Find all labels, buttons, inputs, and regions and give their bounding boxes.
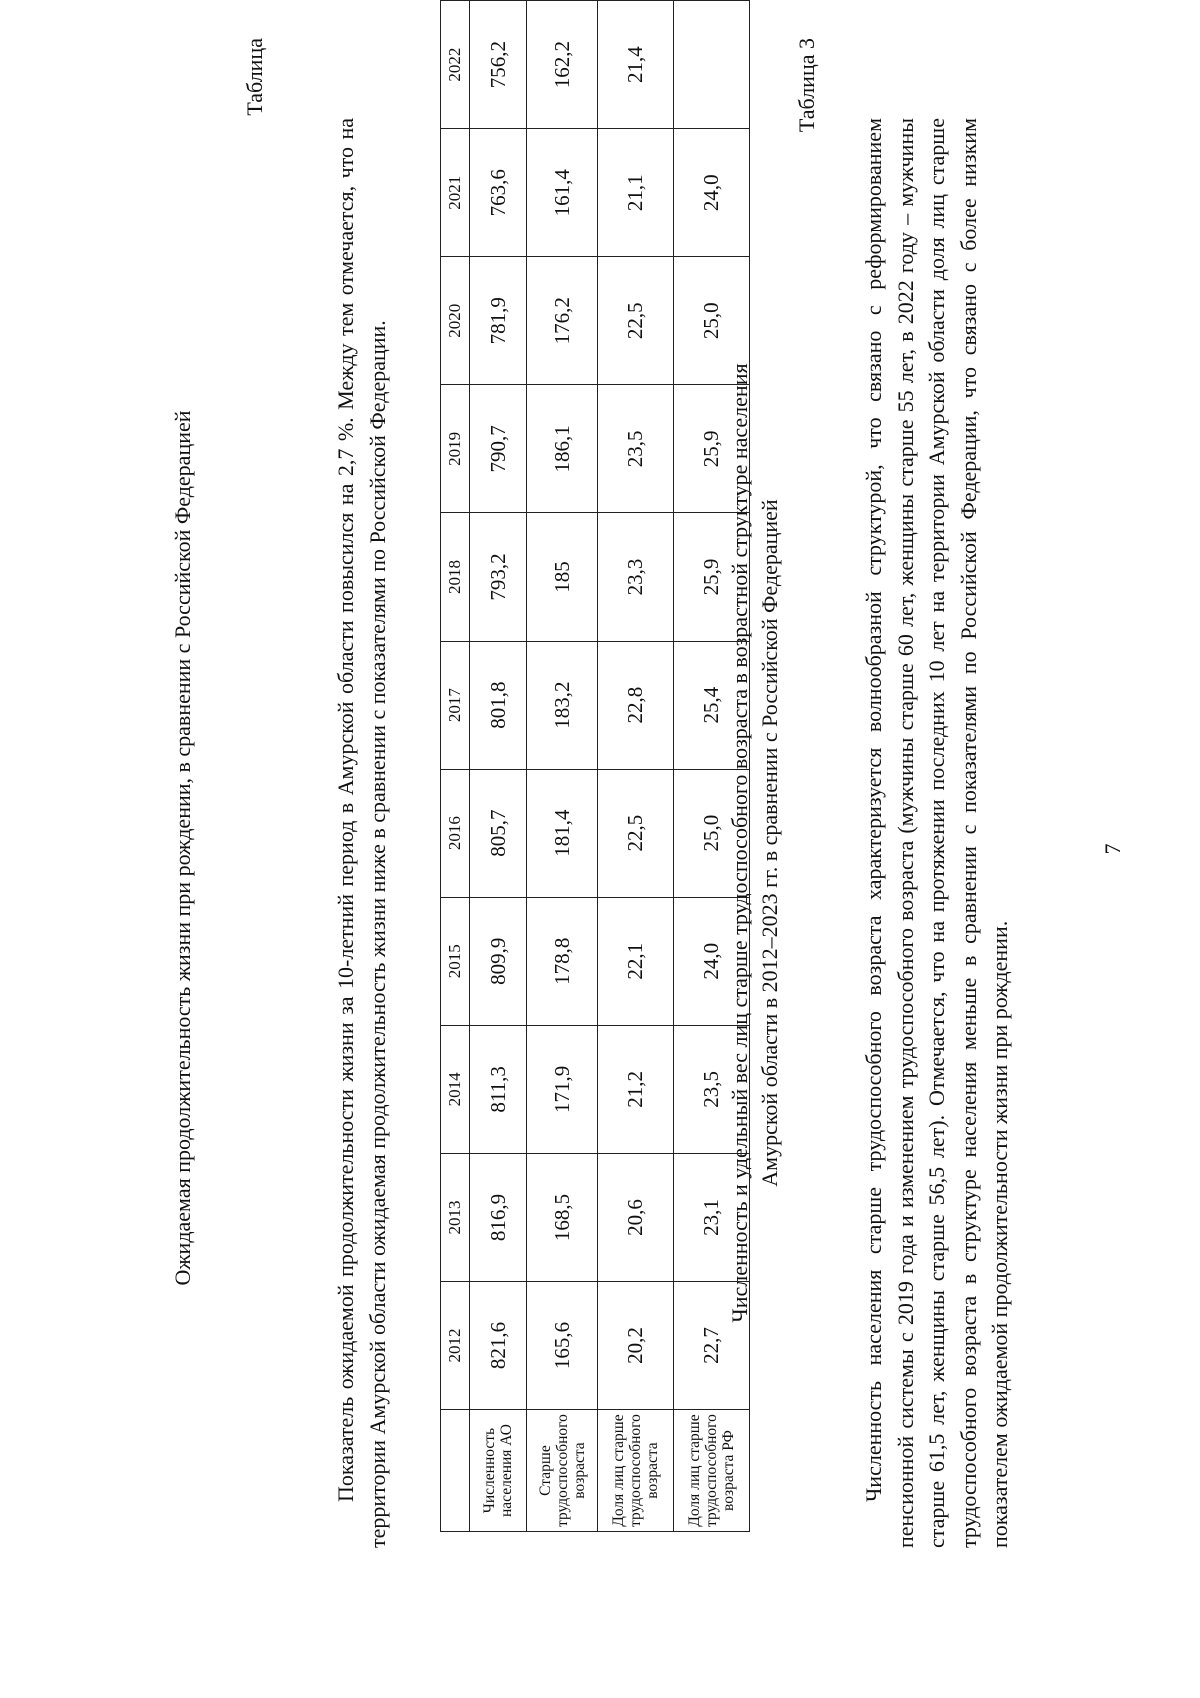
table-cell: 176,2 (527, 257, 598, 385)
table-cell: 22,8 (598, 641, 674, 769)
year-header: 2014 (441, 1025, 470, 1153)
table-cell: 809,9 (470, 897, 527, 1025)
table-cell: 793,2 (470, 513, 527, 641)
table-cell: 25,0 (674, 769, 750, 897)
table-row (527, 1, 598, 1532)
table-cell: 25,9 (674, 385, 750, 513)
table-cell: 168,5 (527, 1153, 598, 1281)
year-header: 2015 (441, 897, 470, 1025)
table-cell: 756,2 (470, 1, 527, 129)
table3-corner-cell (441, 1410, 470, 1532)
table-cell: 22,5 (598, 257, 674, 385)
year-header: 2020 (441, 257, 470, 385)
row-label: Доля лиц старше трудоспособного возраста (598, 1410, 674, 1532)
table-cell: 811,3 (470, 1025, 527, 1153)
body-paragraph: Показатель ожидаемой продолжительности жизни за 10-летний период в Амурской области повысился на 2,7 %. Между тем отмечается, что на территории Амурской области ожидаемая продолжительность жизни ниже в сравнении с показателями по Российской Федерации. (333, 118, 390, 1548)
table-cell: 22,7 (674, 1282, 750, 1410)
row-label: Численность населения АО (470, 1410, 527, 1532)
table-cell: 816,9 (470, 1153, 527, 1281)
table-cell: 178,8 (527, 897, 598, 1025)
page-number: 7 (1100, 843, 1125, 855)
year-header: 2016 (441, 769, 470, 897)
year-header: 2018 (441, 513, 470, 641)
table3-label: Таблица 3 (794, 38, 819, 133)
table-cell: 20,2 (598, 1282, 674, 1410)
table-cell: 801,8 (470, 641, 527, 769)
table-cell: 21,2 (598, 1025, 674, 1153)
table-cell: 821,6 (470, 1282, 527, 1410)
table-cell (674, 1, 750, 129)
table-cell: 25,9 (674, 513, 750, 641)
table-cell: 161,4 (527, 129, 598, 257)
table-row (470, 1, 527, 1532)
table-cell: 23,1 (674, 1153, 750, 1281)
year-header: 2022 (441, 1, 470, 129)
table4-label: Таблица (242, 38, 267, 116)
table3 (440, 0, 750, 1532)
year-header: 2017 (441, 641, 470, 769)
table-cell: 21,4 (598, 1, 674, 129)
table-cell: 781,9 (470, 257, 527, 385)
table-row (674, 1, 750, 1532)
table-cell: 805,7 (470, 769, 527, 897)
table4-title: Ожидаемая продолжительность жизни при рождении, в сравнении с Российской Федерацией (170, 410, 195, 1286)
table-cell: 24,0 (674, 129, 750, 257)
table-cell: 165,6 (527, 1282, 598, 1410)
intro-paragraph: Численность населения старше трудоспособного возраста характеризуется волнообразной структурой, что связано с реформированием пенсионной системы с 2019 года и изменением трудоспособного возраста (мужчины старше 60 лет, женщины старше 55 лет, в 2022 году – мужчины старше 61,5 лет, женщины старше 56,5 лет). Отмечается, что на протяжении последних 10 лет на территории Амурской области доля лиц старше трудоспособного возраста в структуре населения меньше в сравнении с показателями по Российской Федерации, что связано с более низким показателем ожидаемой продолжительности жизни при рождении. (861, 118, 1012, 1548)
table-cell: 181,4 (527, 769, 598, 897)
year-header: 2019 (441, 385, 470, 513)
table-cell: 186,1 (527, 385, 598, 513)
row-label: Доля лиц старше трудоспособного возраста РФ (674, 1410, 750, 1532)
table-cell: 23,5 (598, 385, 674, 513)
table-cell: 162,2 (527, 1, 598, 129)
table-cell: 171,9 (527, 1025, 598, 1153)
table-cell: 22,5 (598, 769, 674, 897)
table-cell: 790,7 (470, 385, 527, 513)
year-header: 2021 (441, 129, 470, 257)
table-row (598, 1, 674, 1532)
year-header: 2013 (441, 1153, 470, 1281)
table-cell: 25,4 (674, 641, 750, 769)
table3-title: Численность и удельный вес лиц старше трудоспособного возраста в возрастной структуре населения Амурской области в 2012–2023 гг. в сравнении с Российской Федерацией (727, 363, 782, 1323)
table-cell: 23,5 (674, 1025, 750, 1153)
table-cell: 25,0 (674, 257, 750, 385)
table3-header-row (441, 1, 470, 1532)
table-cell: 185 (527, 513, 598, 641)
table-cell: 23,3 (598, 513, 674, 641)
row-label: Старше трудоспособного возраста (527, 1410, 598, 1532)
table-cell: 24,0 (674, 897, 750, 1025)
year-header: 2012 (441, 1282, 470, 1410)
table-cell: 22,1 (598, 897, 674, 1025)
table-cell: 763,6 (470, 129, 527, 257)
table-cell: 183,2 (527, 641, 598, 769)
table-cell: 20,6 (598, 1153, 674, 1281)
table-cell: 21,1 (598, 129, 674, 257)
